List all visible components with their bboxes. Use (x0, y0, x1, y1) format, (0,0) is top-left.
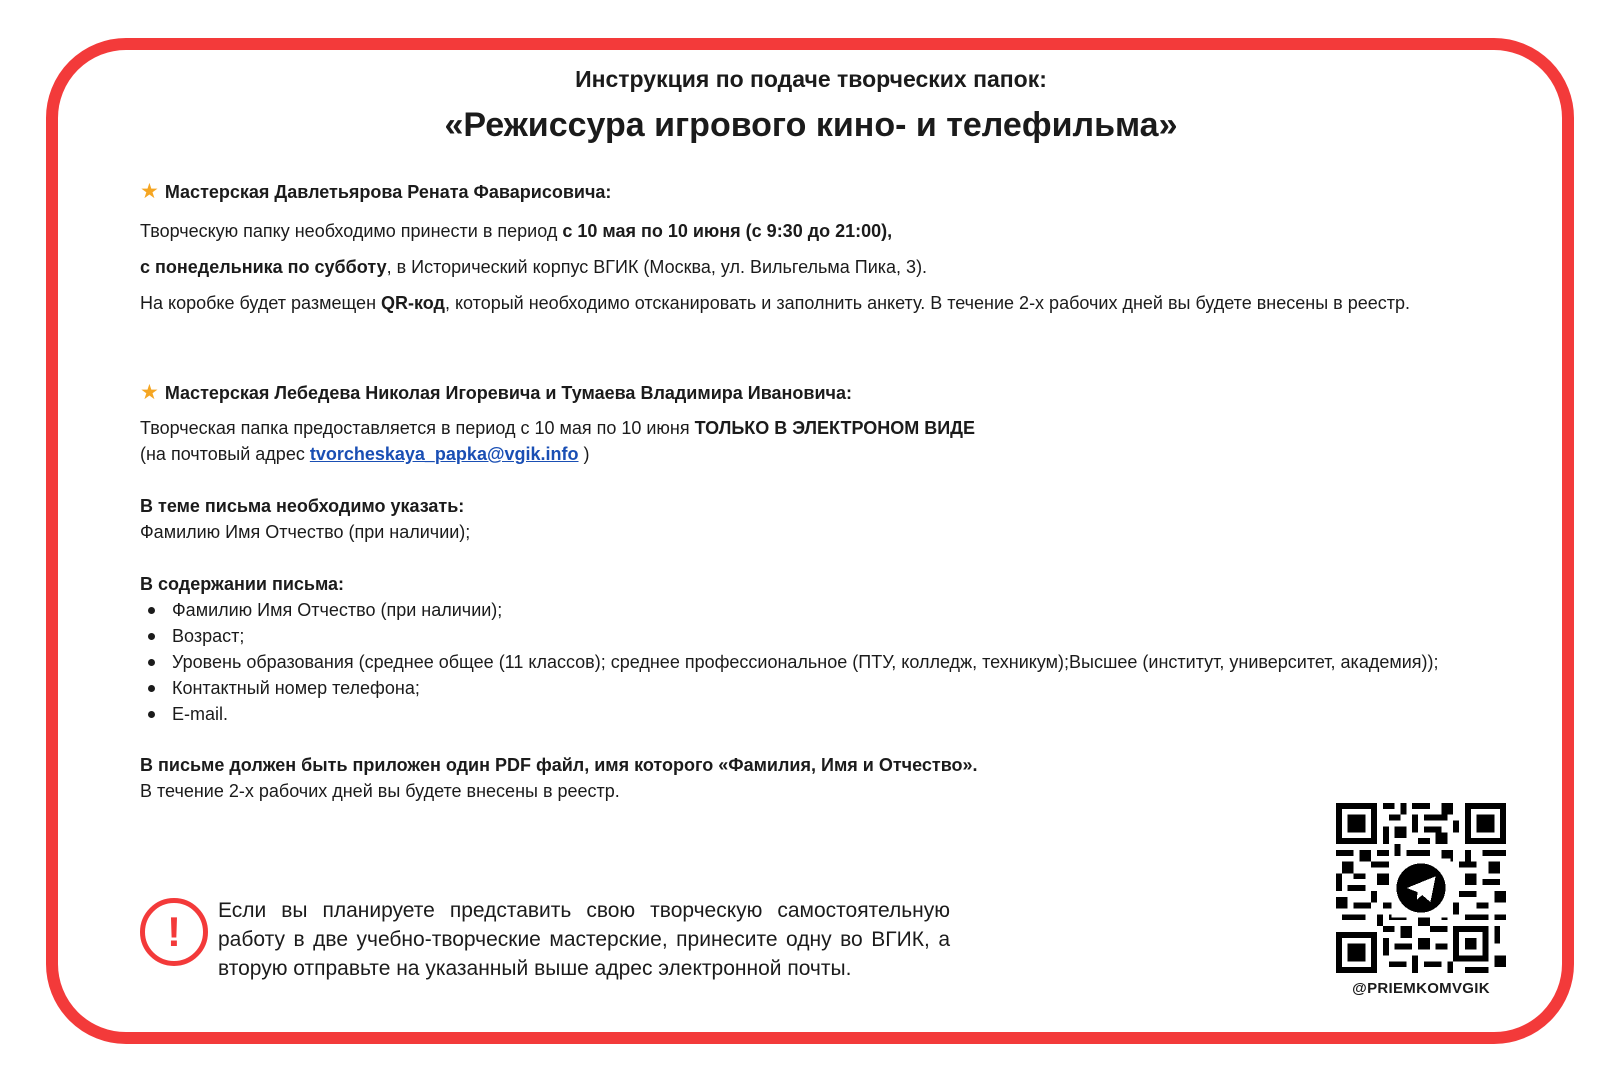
subject-heading: В теме письма необходимо указать: (140, 496, 465, 516)
content-list (146, 598, 1439, 728)
document-title: «Режиссура игрового кино- и телефильма» (444, 106, 1178, 144)
qr-code-telegram-icon[interactable] (1336, 803, 1506, 973)
star-icon: ★ (140, 381, 159, 404)
registry-text: В течение 2-х рабочих дней вы будете внесены в реестр. (140, 781, 620, 801)
section2-line2: (на почтовый адрес tvorcheskaya_papka@vgik.info ) (140, 444, 590, 464)
document-subtitle: Инструкция по подаче творческих папок: (575, 66, 1047, 92)
star-icon: ★ (140, 180, 159, 203)
exclamation-circle-icon: ! (140, 898, 208, 966)
section1-line1: Творческую папку необходимо принести в период с 10 мая по 10 июня (с 9:30 до 21:00), (140, 221, 893, 241)
list-item: Фамилию Имя Отчество (при наличии); (146, 598, 1439, 624)
list-item: Возраст; (146, 624, 1439, 650)
section2-heading: ★ Мастерская Лебедева Николая Игоревича и Тумаева Владимира Ивановича: (140, 381, 852, 404)
section1-heading: ★ Мастерская Давлетьярова Рената Фаварисовича: (140, 180, 612, 203)
email-link[interactable]: tvorcheskaya_papka@vgik.info (309, 444, 579, 464)
content-heading: В содержании письма: (140, 574, 345, 594)
section2-line1: Творческая папка предоставляется в период с 10 мая по 10 июня ТОЛЬКО В ЭЛЕКТРОНОМ ВИДЕ (140, 418, 975, 438)
section1-line2: с понедельника по субботу, в Исторический корпус ВГИК (Москва, ул. Вильгельма Пика, 3). (140, 257, 928, 277)
section1-line3: На коробке будет размещен QR-код, который необходимо отсканировать и заполнить анкету. В течение 2-х рабочих дней вы будете внесены в реестр. (140, 293, 1410, 313)
list-item: E-mail. (146, 702, 1439, 728)
notice-text: Если вы планируете представить свою творческую самостоятельную работу в две учебно-творческие мастерские, принесите одну во ВГИК, а вторую отправьте на указанный выше адрес электронной почты. (218, 899, 950, 980)
attachment-requirement: В письме должен быть приложен один PDF файл, имя которого «Фамилия, Имя и Отчество». (140, 755, 978, 775)
list-item: Уровень образования (среднее общее (11 классов); среднее профессиональное (ПТУ, колледж, техникум);Высшее (институт, университет, академия)); (146, 650, 1439, 676)
list-item: Контактный номер телефона; (146, 676, 1439, 702)
telegram-handle: @PRIEMKOMVGIK (1352, 980, 1490, 997)
subject-text: Фамилию Имя Отчество (при наличии); (140, 522, 471, 542)
